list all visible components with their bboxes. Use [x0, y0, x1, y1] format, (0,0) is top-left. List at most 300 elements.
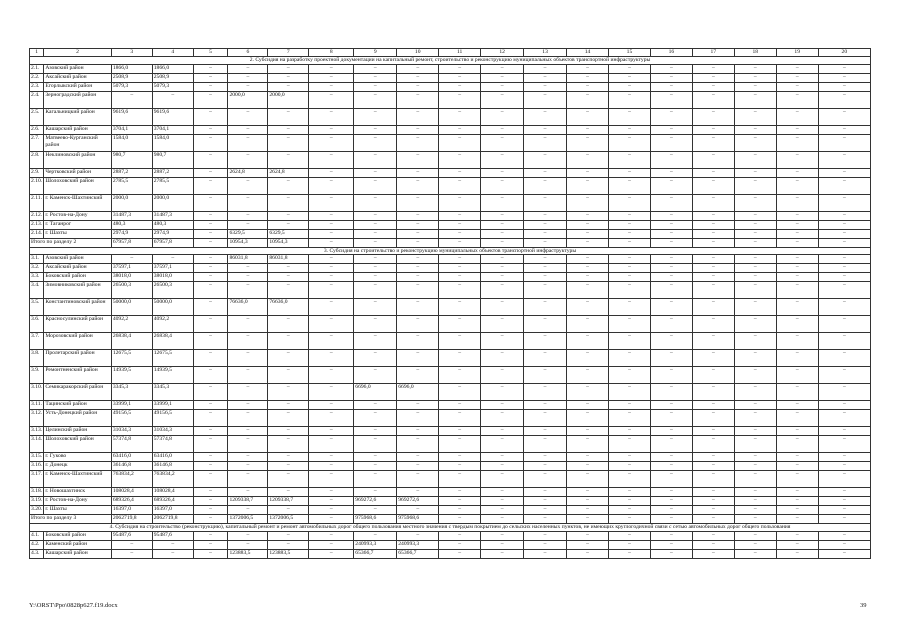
- value-cell: –: [309, 273, 354, 282]
- value-cell: 49156,5: [111, 410, 152, 427]
- value-cell: –: [193, 531, 228, 540]
- value-cell: –: [650, 177, 692, 194]
- value-cell: –: [439, 436, 481, 453]
- column-number-row: [30, 49, 871, 57]
- value-cell: –: [481, 350, 524, 367]
- value-cell: –: [776, 350, 818, 367]
- value-cell: –: [524, 549, 567, 558]
- value-cell: 2785,5: [111, 177, 152, 194]
- value-cell: –: [354, 82, 397, 91]
- table-row: [30, 471, 871, 488]
- table-row: [30, 549, 871, 558]
- value-cell: –: [354, 91, 397, 108]
- value-cell: –: [354, 125, 397, 134]
- value-cell: –: [734, 462, 776, 471]
- value-cell: –: [193, 410, 228, 427]
- value-cell: –: [439, 73, 481, 82]
- value-cell: –: [228, 410, 268, 427]
- value-cell: 76636,0: [228, 299, 268, 316]
- value-cell: –: [650, 108, 692, 125]
- value-cell: –: [734, 497, 776, 506]
- value-cell: 6696,0: [354, 384, 397, 401]
- total-value-cell: 975968,6: [397, 515, 439, 524]
- value-cell: 2785,5: [152, 177, 193, 194]
- value-cell: –: [776, 436, 818, 453]
- value-cell: –: [609, 73, 651, 82]
- value-cell: –: [524, 367, 567, 384]
- section-heading-row: [30, 57, 871, 65]
- value-cell: –: [439, 82, 481, 91]
- value-cell: –: [309, 531, 354, 540]
- value-cell: –: [567, 436, 609, 453]
- value-cell: –: [193, 436, 228, 453]
- value-cell: –: [439, 108, 481, 125]
- value-cell: –: [692, 471, 734, 488]
- value-cell: –: [818, 462, 870, 471]
- municipality-cell: г. Каменск-Шахтинский: [44, 194, 112, 211]
- table-row: [30, 168, 871, 177]
- value-cell: –: [692, 531, 734, 540]
- value-cell: –: [193, 471, 228, 488]
- value-cell: –: [354, 427, 397, 436]
- value-cell: –: [692, 125, 734, 134]
- value-cell: 2000,0: [152, 194, 193, 211]
- value-cell: –: [692, 427, 734, 436]
- row-number-cell: 2.3.: [30, 82, 44, 91]
- value-cell: –: [439, 64, 481, 73]
- value-cell: –: [734, 436, 776, 453]
- value-cell: –: [567, 384, 609, 401]
- value-cell: –: [567, 168, 609, 177]
- table-row: [30, 125, 871, 134]
- value-cell: –: [692, 549, 734, 558]
- value-cell: –: [481, 299, 524, 316]
- value-cell: –: [397, 273, 439, 282]
- value-cell: –: [734, 410, 776, 427]
- table-row: [30, 350, 871, 367]
- value-cell: 1209338,7: [268, 497, 309, 506]
- value-cell: –: [734, 64, 776, 73]
- value-cell: –: [193, 488, 228, 497]
- value-cell: –: [111, 255, 152, 264]
- value-cell: –: [818, 220, 870, 229]
- value-cell: –: [609, 427, 651, 436]
- total-value-cell: 1372006,5: [228, 515, 268, 524]
- row-number-cell: 3.4.: [30, 282, 44, 299]
- section-heading-row: [30, 247, 871, 255]
- value-cell: –: [776, 299, 818, 316]
- row-number-cell: 2.1.: [30, 64, 44, 73]
- value-cell: –: [152, 549, 193, 558]
- table-row: [30, 273, 871, 282]
- value-cell: –: [776, 384, 818, 401]
- value-cell: –: [481, 401, 524, 410]
- value-cell: –: [818, 264, 870, 273]
- value-cell: –: [818, 436, 870, 453]
- row-number-cell: 3.18.: [30, 488, 44, 497]
- value-cell: 480,3: [111, 220, 152, 229]
- value-cell: –: [309, 299, 354, 316]
- column-number-cell: 8: [309, 49, 354, 57]
- table-row: [30, 497, 871, 506]
- value-cell: –: [567, 316, 609, 333]
- value-cell: –: [692, 151, 734, 168]
- total-value-cell: –: [524, 515, 567, 524]
- value-cell: –: [354, 401, 397, 410]
- value-cell: –: [268, 401, 309, 410]
- municipality-cell: Тацинский район: [44, 401, 112, 410]
- value-cell: –: [309, 194, 354, 211]
- municipality-cell: Красносулинский район: [44, 316, 112, 333]
- municipality-cell: г. Ростов-на-Дону: [44, 211, 112, 220]
- value-cell: –: [309, 91, 354, 108]
- row-number-cell: 3.5.: [30, 299, 44, 316]
- value-cell: –: [524, 220, 567, 229]
- value-cell: –: [567, 134, 609, 151]
- value-cell: –: [481, 108, 524, 125]
- value-cell: –: [524, 436, 567, 453]
- value-cell: –: [818, 273, 870, 282]
- value-cell: –: [439, 91, 481, 108]
- value-cell: 9619,6: [111, 108, 152, 125]
- value-cell: –: [439, 427, 481, 436]
- value-cell: –: [439, 273, 481, 282]
- municipality-cell: Зерноградский район: [44, 91, 112, 108]
- value-cell: –: [734, 453, 776, 462]
- value-cell: –: [692, 316, 734, 333]
- value-cell: –: [776, 151, 818, 168]
- value-cell: –: [354, 471, 397, 488]
- value-cell: –: [567, 333, 609, 350]
- value-cell: –: [818, 367, 870, 384]
- value-cell: –: [818, 549, 870, 558]
- value-cell: 969272,6: [397, 497, 439, 506]
- value-cell: –: [481, 264, 524, 273]
- value-cell: –: [439, 282, 481, 299]
- value-cell: –: [692, 264, 734, 273]
- municipality-cell: Боковский район: [44, 531, 112, 540]
- value-cell: 31034,3: [152, 427, 193, 436]
- table-row: [30, 453, 871, 462]
- value-cell: –: [439, 220, 481, 229]
- value-cell: –: [268, 108, 309, 125]
- value-cell: –: [734, 151, 776, 168]
- value-cell: –: [609, 125, 651, 134]
- value-cell: 108028,4: [152, 488, 193, 497]
- value-cell: –: [609, 211, 651, 220]
- value-cell: 4092,2: [111, 316, 152, 333]
- value-cell: –: [650, 531, 692, 540]
- value-cell: –: [650, 333, 692, 350]
- value-cell: –: [354, 299, 397, 316]
- value-cell: –: [650, 91, 692, 108]
- value-cell: –: [776, 471, 818, 488]
- value-cell: –: [193, 73, 228, 82]
- value-cell: 980,7: [111, 151, 152, 168]
- municipality-cell: Шолоховский район: [44, 436, 112, 453]
- value-cell: 86031,8: [268, 255, 309, 264]
- municipality-cell: г. Каменск-Шахтинский: [44, 471, 112, 488]
- value-cell: –: [609, 453, 651, 462]
- value-cell: –: [309, 125, 354, 134]
- value-cell: –: [228, 531, 268, 540]
- table-row: [30, 82, 871, 91]
- value-cell: –: [193, 264, 228, 273]
- value-cell: –: [481, 427, 524, 436]
- value-cell: –: [439, 488, 481, 497]
- value-cell: –: [193, 462, 228, 471]
- value-cell: 6696,0: [397, 384, 439, 401]
- value-cell: –: [111, 91, 152, 108]
- value-cell: 37597,1: [111, 264, 152, 273]
- value-cell: –: [111, 540, 152, 549]
- value-cell: –: [776, 273, 818, 282]
- municipality-cell: Егорлыкский район: [44, 82, 112, 91]
- value-cell: –: [397, 229, 439, 238]
- value-cell: –: [439, 350, 481, 367]
- municipality-cell: Кагальницкий район: [44, 108, 112, 125]
- value-cell: –: [609, 168, 651, 177]
- value-cell: –: [650, 220, 692, 229]
- value-cell: –: [818, 108, 870, 125]
- column-number-cell: 13: [524, 49, 567, 57]
- total-value-cell: –: [692, 515, 734, 524]
- value-cell: 26500,3: [152, 282, 193, 299]
- value-cell: –: [439, 125, 481, 134]
- value-cell: –: [228, 282, 268, 299]
- row-number-cell: 3.15.: [30, 453, 44, 462]
- value-cell: –: [776, 462, 818, 471]
- table-row: [30, 229, 871, 238]
- value-cell: 980,7: [152, 151, 193, 168]
- value-cell: 12675,5: [152, 350, 193, 367]
- value-cell: –: [354, 264, 397, 273]
- value-cell: –: [776, 211, 818, 220]
- row-number-cell: 3.16.: [30, 462, 44, 471]
- value-cell: –: [734, 168, 776, 177]
- table-row: [30, 91, 871, 108]
- row-number-cell: 2.6.: [30, 125, 44, 134]
- municipality-cell: Аксайский район: [44, 73, 112, 82]
- value-cell: –: [397, 211, 439, 220]
- value-cell: –: [439, 134, 481, 151]
- value-cell: –: [481, 333, 524, 350]
- total-value-cell: –: [439, 515, 481, 524]
- value-cell: –: [309, 82, 354, 91]
- value-cell: –: [692, 211, 734, 220]
- table-row: [30, 282, 871, 299]
- value-cell: –: [650, 211, 692, 220]
- value-cell: –: [776, 549, 818, 558]
- value-cell: –: [481, 177, 524, 194]
- total-value-cell: 1372006,5: [268, 515, 309, 524]
- value-cell: –: [734, 177, 776, 194]
- row-number-cell: 3.2.: [30, 264, 44, 273]
- column-number-cell: 7: [268, 49, 309, 57]
- value-cell: –: [111, 549, 152, 558]
- value-cell: –: [692, 506, 734, 515]
- value-cell: –: [397, 151, 439, 168]
- value-cell: 240993,3: [397, 540, 439, 549]
- value-cell: –: [609, 401, 651, 410]
- row-number-cell: 3.1.: [30, 255, 44, 264]
- value-cell: –: [354, 333, 397, 350]
- value-cell: 763834,2: [152, 471, 193, 488]
- value-cell: –: [776, 125, 818, 134]
- value-cell: –: [397, 168, 439, 177]
- value-cell: –: [397, 350, 439, 367]
- value-cell: –: [309, 401, 354, 410]
- value-cell: –: [776, 497, 818, 506]
- value-cell: –: [193, 282, 228, 299]
- value-cell: –: [481, 125, 524, 134]
- section-heading: 4. Субсидия на строительство (реконструкцию), капитальный ремонт и ремонт автомобильных дорог общего пользования местного значения с твердым покрытием до сельских населенных пунктов, не имеющих круглогодичной связи с сетью автомобильных дорог общего пользования: [30, 524, 871, 532]
- value-cell: –: [567, 220, 609, 229]
- total-value-cell: –: [734, 515, 776, 524]
- municipality-cell: Семикаракорский район: [44, 384, 112, 401]
- value-cell: –: [354, 316, 397, 333]
- value-cell: –: [354, 177, 397, 194]
- value-cell: 2508,9: [111, 73, 152, 82]
- value-cell: –: [818, 506, 870, 515]
- value-cell: –: [481, 316, 524, 333]
- value-cell: 2000,0: [111, 194, 152, 211]
- value-cell: –: [268, 350, 309, 367]
- value-cell: –: [228, 540, 268, 549]
- value-cell: –: [228, 427, 268, 436]
- value-cell: –: [481, 488, 524, 497]
- budget-table: [29, 48, 871, 559]
- value-cell: –: [734, 506, 776, 515]
- value-cell: –: [439, 229, 481, 238]
- value-cell: –: [818, 299, 870, 316]
- row-number-cell: 3.19.: [30, 497, 44, 506]
- value-cell: –: [567, 229, 609, 238]
- value-cell: –: [650, 401, 692, 410]
- total-value-cell: 2062719,8: [152, 515, 193, 524]
- value-cell: –: [354, 506, 397, 515]
- value-cell: –: [268, 410, 309, 427]
- row-number-cell: 3.6.: [30, 316, 44, 333]
- column-number-cell: 14: [567, 49, 609, 57]
- value-cell: –: [692, 453, 734, 462]
- value-cell: 16397,0: [111, 506, 152, 515]
- value-cell: –: [524, 273, 567, 282]
- value-cell: 763834,2: [111, 471, 152, 488]
- municipality-cell: г. Таганрог: [44, 220, 112, 229]
- value-cell: 33999,1: [111, 401, 152, 410]
- value-cell: 1209338,7: [228, 497, 268, 506]
- value-cell: –: [309, 333, 354, 350]
- value-cell: –: [439, 531, 481, 540]
- value-cell: 49156,5: [152, 410, 193, 427]
- value-cell: –: [650, 264, 692, 273]
- value-cell: –: [439, 316, 481, 333]
- value-cell: –: [228, 273, 268, 282]
- value-cell: –: [524, 108, 567, 125]
- value-cell: –: [692, 108, 734, 125]
- value-cell: –: [268, 436, 309, 453]
- value-cell: –: [397, 73, 439, 82]
- total-value-cell: 10954,3: [268, 238, 309, 247]
- value-cell: –: [734, 350, 776, 367]
- value-cell: –: [439, 384, 481, 401]
- row-number-cell: 2.7.: [30, 134, 44, 151]
- table-row: [30, 220, 871, 229]
- page-number: 39: [860, 602, 867, 609]
- value-cell: –: [193, 540, 228, 549]
- value-cell: –: [397, 64, 439, 73]
- total-value-cell: –: [481, 238, 524, 247]
- total-value-cell: –: [309, 238, 354, 247]
- value-cell: –: [524, 410, 567, 427]
- value-cell: –: [734, 82, 776, 91]
- value-cell: –: [609, 299, 651, 316]
- value-cell: –: [268, 367, 309, 384]
- row-number-cell: 3.10.: [30, 384, 44, 401]
- municipality-cell: Неклиновский район: [44, 151, 112, 168]
- total-value-cell: 67957,8: [111, 238, 152, 247]
- municipality-cell: Усть-Донецкий район: [44, 410, 112, 427]
- value-cell: 2624,8: [228, 168, 268, 177]
- value-cell: 2508,9: [152, 73, 193, 82]
- value-cell: 2887,2: [152, 168, 193, 177]
- row-number-cell: 2.8.: [30, 151, 44, 168]
- value-cell: –: [439, 462, 481, 471]
- value-cell: –: [524, 255, 567, 264]
- value-cell: –: [309, 367, 354, 384]
- value-cell: –: [818, 384, 870, 401]
- value-cell: 16397,0: [152, 506, 193, 515]
- value-cell: 6329,5: [228, 229, 268, 238]
- value-cell: –: [193, 125, 228, 134]
- total-value-cell: 2062719,8: [111, 515, 152, 524]
- value-cell: –: [309, 255, 354, 264]
- value-cell: –: [692, 462, 734, 471]
- value-cell: –: [650, 82, 692, 91]
- value-cell: –: [524, 125, 567, 134]
- value-cell: –: [734, 367, 776, 384]
- value-cell: –: [309, 410, 354, 427]
- value-cell: 14939,5: [152, 367, 193, 384]
- value-cell: –: [397, 264, 439, 273]
- value-cell: –: [193, 168, 228, 177]
- value-cell: –: [567, 73, 609, 82]
- value-cell: –: [228, 401, 268, 410]
- value-cell: 123883,5: [268, 549, 309, 558]
- total-value-cell: 975968,6: [354, 515, 397, 524]
- value-cell: –: [818, 453, 870, 462]
- value-cell: –: [734, 384, 776, 401]
- value-cell: –: [818, 229, 870, 238]
- municipality-cell: Матвеево-Курганский район: [44, 134, 112, 151]
- value-cell: –: [268, 151, 309, 168]
- total-value-cell: –: [609, 238, 651, 247]
- value-cell: –: [481, 194, 524, 211]
- value-cell: 26838,4: [152, 333, 193, 350]
- value-cell: 2887,2: [111, 168, 152, 177]
- value-cell: –: [354, 410, 397, 427]
- column-number-cell: 10: [397, 49, 439, 57]
- table-row: [30, 540, 871, 549]
- value-cell: –: [734, 299, 776, 316]
- value-cell: –: [734, 488, 776, 497]
- value-cell: –: [524, 299, 567, 316]
- value-cell: –: [397, 506, 439, 515]
- value-cell: –: [228, 367, 268, 384]
- value-cell: –: [354, 436, 397, 453]
- value-cell: –: [309, 549, 354, 558]
